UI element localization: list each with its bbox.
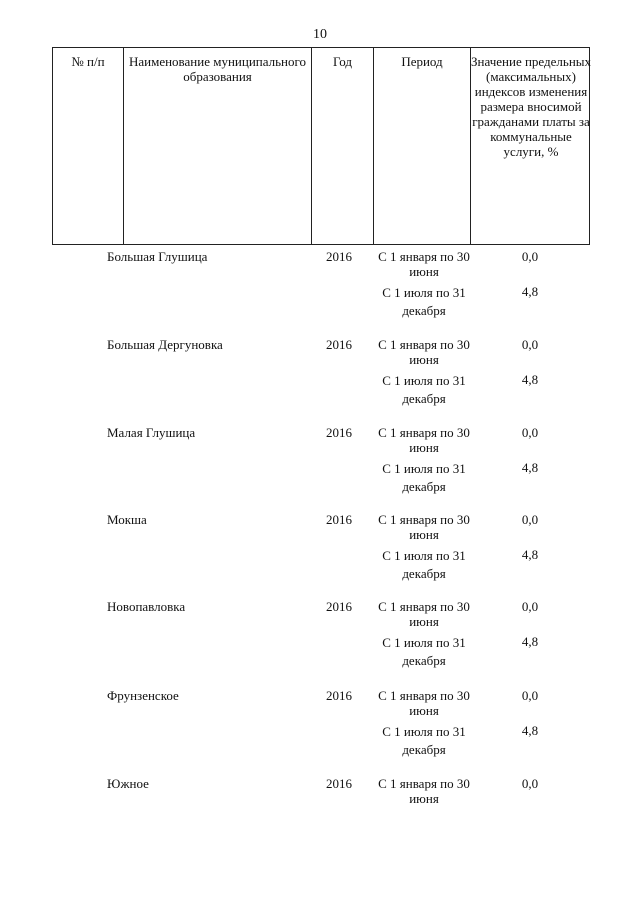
value-second-half: 4,8 — [521, 284, 539, 299]
period-first-half: С 1 января по 30 июня — [378, 599, 470, 629]
year-cell: 2016 — [326, 249, 352, 264]
municipality-name: Большая Глушица — [107, 249, 208, 264]
value-second-half: 4,8 — [521, 547, 539, 562]
period-first-half: С 1 января по 30 июня — [378, 512, 470, 542]
period-first-half: С 1 января по 30 июня — [378, 249, 470, 279]
value-second-half: 4,8 — [521, 634, 539, 649]
table-row — [0, 776, 640, 866]
table-row — [0, 512, 640, 602]
period-second-half: С 1 июля по 31 декабря — [382, 461, 466, 494]
period-first-half: С 1 января по 30 июня — [378, 776, 470, 806]
value-first-half: 0,0 — [521, 425, 539, 440]
header-period: Период — [373, 48, 470, 244]
period-second-half: С 1 июля по 31 декабря — [382, 724, 466, 757]
year-cell: 2016 — [326, 337, 352, 352]
table-row — [0, 688, 640, 778]
value-first-half: 0,0 — [521, 599, 539, 614]
municipality-name: Большая Дергуновка — [107, 337, 223, 352]
period-second-half: С 1 июля по 31 декабря — [382, 635, 466, 668]
value-first-half: 0,0 — [521, 337, 539, 352]
value-second-half: 4,8 — [521, 723, 539, 738]
municipality-name: Фрунзенское — [107, 688, 179, 703]
value-first-half: 0,0 — [521, 688, 539, 703]
municipality-name: Южное — [107, 776, 149, 791]
municipality-name: Мокша — [107, 512, 147, 527]
header-index-value: Значение предельных (максимальных) индексов изменения размера вносимой гражданами платы за коммунальные услуги, % — [470, 48, 591, 244]
period-first-half: С 1 января по 30 июня — [378, 688, 470, 718]
page-number: 10 — [313, 27, 327, 42]
municipality-name: Малая Глушица — [107, 425, 196, 440]
value-first-half: 0,0 — [521, 776, 539, 791]
table-header — [52, 47, 590, 245]
table-row — [0, 599, 640, 689]
period-first-half: С 1 января по 30 июня — [378, 337, 470, 367]
year-cell: 2016 — [326, 688, 352, 703]
table-row — [0, 425, 640, 515]
period-second-half: С 1 июля по 31 декабря — [382, 548, 466, 581]
value-first-half: 0,0 — [521, 512, 539, 527]
value-first-half: 0,0 — [521, 249, 539, 264]
municipality-name: Новопавловка — [107, 599, 186, 614]
year-cell: 2016 — [326, 512, 352, 527]
table-row — [0, 249, 640, 339]
header-year: Год — [311, 48, 373, 244]
period-second-half: С 1 июля по 31 декабря — [382, 285, 466, 318]
value-second-half: 4,8 — [521, 372, 539, 387]
year-cell: 2016 — [326, 425, 352, 440]
year-cell: 2016 — [326, 776, 352, 791]
value-second-half: 4,8 — [521, 460, 539, 475]
header-municipality: Наименование муниципального образования — [123, 48, 311, 244]
table-row — [0, 337, 640, 427]
header-number: № п/п — [71, 54, 105, 69]
year-cell: 2016 — [326, 599, 352, 614]
period-first-half: С 1 января по 30 июня — [378, 425, 470, 455]
period-second-half: С 1 июля по 31 декабря — [382, 373, 466, 406]
